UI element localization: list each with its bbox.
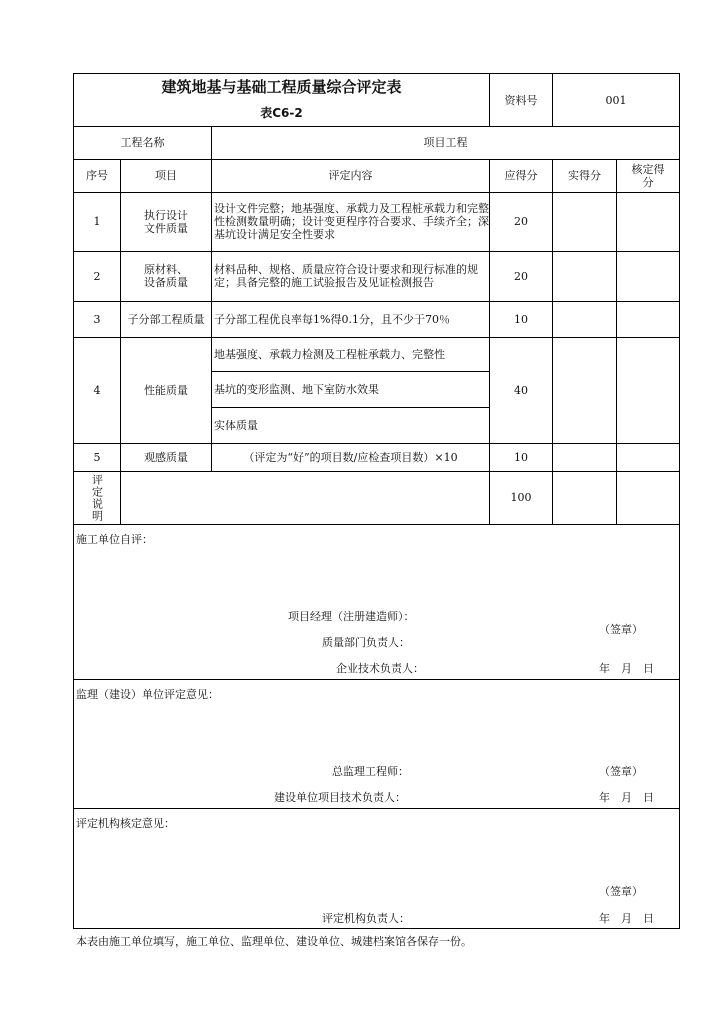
- project-label: 工程名称: [120, 136, 165, 149]
- row-check[interactable]: [616, 443, 679, 471]
- doc-label: 资料号: [489, 74, 552, 126]
- row-check[interactable]: [616, 301, 679, 337]
- owner-tech-head-label: 建设单位项目技术负责人：: [274, 791, 406, 804]
- agency-date: 年 月 日: [599, 912, 654, 925]
- remark-label: 评定说明: [90, 473, 104, 522]
- row-seq: 3: [93, 312, 101, 326]
- total-due: 100: [489, 471, 552, 524]
- supervision-date: 年 月 日: [599, 791, 654, 804]
- col-actual: 实得分: [552, 159, 616, 192]
- construction-heading: 施工单位自评：: [76, 533, 153, 546]
- supervision-seal: （签章）: [599, 765, 643, 778]
- row-actual[interactable]: [552, 251, 616, 301]
- col-due: 应得分: [489, 159, 552, 192]
- row-due: 20: [489, 192, 552, 251]
- row-content: 设计文件完整；地基强度、承载力及工程桩承载力和完整性检测数量明确；设计变更程序符合要求、手续齐全；深基坑设计满足安全性要求: [211, 192, 489, 251]
- supervision-heading: 监理（建设）单位评定意见：: [76, 688, 219, 701]
- chief-engineer-label: 总监理工程师：: [332, 765, 409, 778]
- row-actual[interactable]: [552, 192, 616, 251]
- row-due: 10: [489, 443, 552, 471]
- row-actual[interactable]: [552, 301, 616, 337]
- col-item: 项目: [120, 159, 211, 192]
- col-check: 核定得分: [616, 159, 679, 192]
- agency-head-label: 评定机构负责人：: [322, 912, 410, 925]
- row-check[interactable]: [616, 337, 679, 443]
- remark-content[interactable]: [120, 471, 489, 524]
- project-manager-label: 项目经理（注册建造师）：: [288, 610, 415, 623]
- row-seq: 2: [93, 269, 101, 283]
- construction-seal: （签章）: [599, 623, 643, 636]
- doc-number: 001: [552, 74, 679, 126]
- project-value: 项目工程: [211, 126, 679, 159]
- tech-head-label: 企业技术负责人：: [336, 662, 424, 675]
- row-subcontent: 实体质量: [211, 408, 489, 443]
- row-check[interactable]: [616, 192, 679, 251]
- row-check[interactable]: [616, 251, 679, 301]
- total-actual[interactable]: [552, 471, 616, 524]
- row-subcontent: 地基强度、承载力检测及工程桩承载力、完整性: [211, 337, 489, 372]
- row-due: 20: [489, 251, 552, 301]
- row-subcontent: 基坑的变形监测、地下室防水效果: [211, 372, 489, 408]
- row-content: 子分部工程优良率每1%得0.1分，且不少于70％: [211, 301, 489, 337]
- row-item: 执行设计文件质量: [120, 192, 211, 251]
- agency-heading: 评定机构核定意见：: [76, 817, 175, 830]
- form-number: 表C6-2: [260, 105, 303, 120]
- evaluation-form: [73, 73, 680, 929]
- row-item: 性能质量: [120, 337, 211, 443]
- form-title: 建筑地基与基础工程质量综合评定表: [161, 77, 402, 96]
- row-item: 观感质量: [120, 443, 211, 471]
- row-actual[interactable]: [552, 337, 616, 443]
- footnote: 本表由施工单位填写，施工单位、监理单位、建设单位、城建档案馆各保存一份。: [76, 935, 472, 948]
- row-due: 10: [489, 301, 552, 337]
- row-actual[interactable]: [552, 443, 616, 471]
- row-due: 40: [489, 337, 552, 443]
- construction-date: 年 月 日: [599, 662, 654, 675]
- row-content: 材料品种、规格、质量应符合设计要求和现行标准的规定；具备完整的施工试验报告及见证检测报告: [211, 251, 489, 301]
- row-seq: 1: [93, 215, 101, 228]
- row-seq: 4: [93, 383, 101, 397]
- total-check[interactable]: [616, 471, 679, 524]
- agency-seal: （签章）: [599, 885, 643, 898]
- row-item: 原材料、设备质量: [120, 251, 211, 301]
- row-content: （评定为“好”的项目数/应检查项目数）×10: [211, 443, 489, 471]
- col-content: 评定内容: [211, 159, 489, 192]
- qa-head-label: 质量部门负责人：: [322, 636, 410, 649]
- row-item: 子分部工程质量: [120, 301, 211, 337]
- col-seq: 序号: [86, 169, 108, 182]
- row-seq: 5: [93, 450, 101, 464]
